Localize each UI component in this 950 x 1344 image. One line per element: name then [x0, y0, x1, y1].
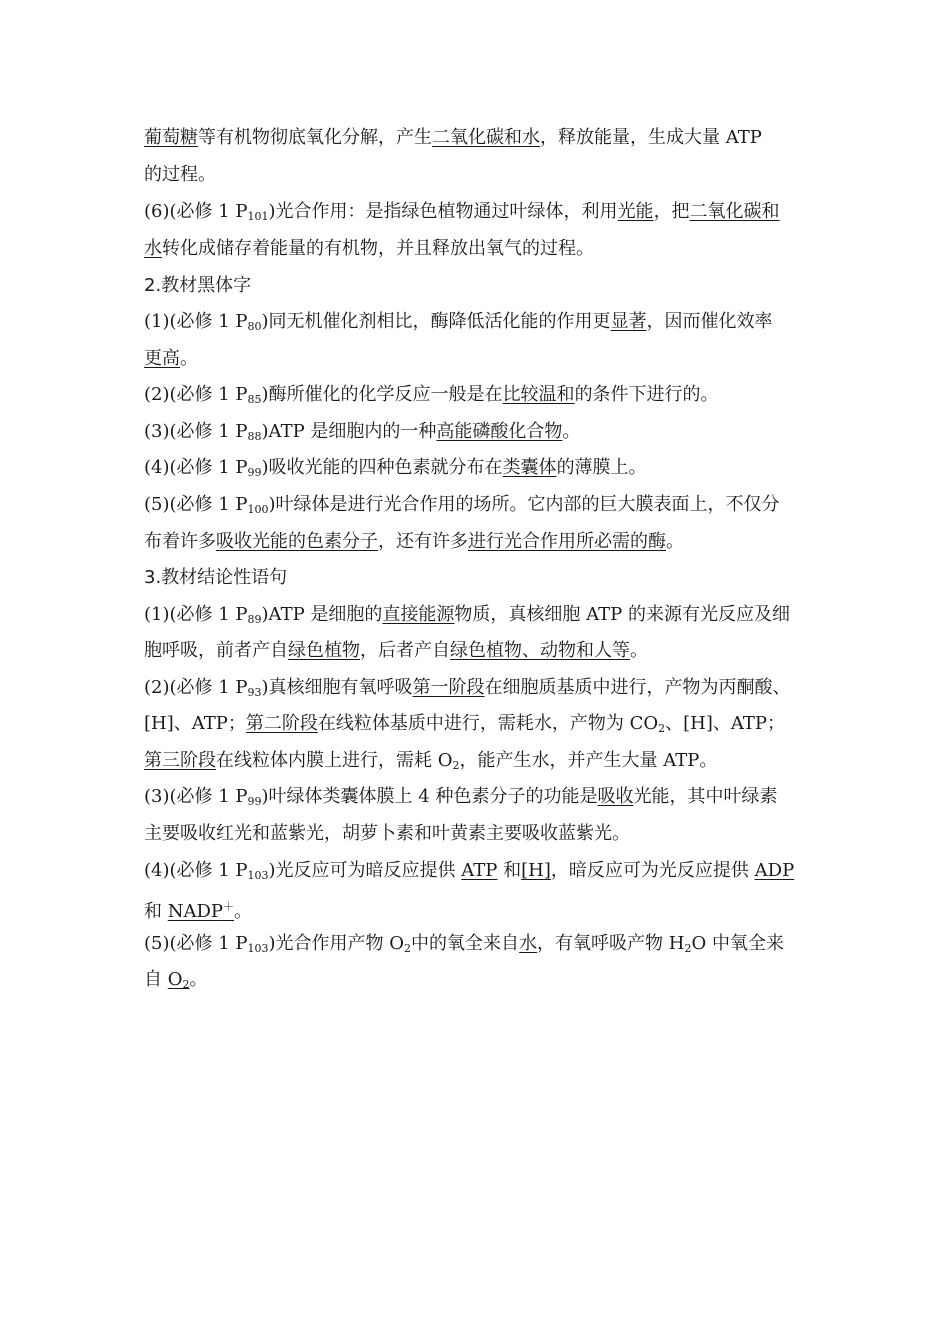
text-run: )ATP 是细胞的 [261, 604, 383, 625]
charge-superscript: ＋ [223, 900, 235, 913]
underlined-term [168, 969, 190, 990]
text-run: [H]、ATP； [144, 713, 246, 734]
text-line-22 [144, 968, 208, 997]
text-run: 中的氧全来自 [411, 933, 520, 954]
text-line-7 [144, 383, 719, 412]
text-run: )真核细胞有氧呼吸 [261, 677, 413, 698]
text-run: )光反应可为暗反应提供 [268, 860, 462, 881]
underlined-term: 高能磷酸化合物 [436, 421, 563, 442]
page-ref-subscript: 80 [247, 320, 262, 333]
text-run: 物质，真核细胞 ATP 的来源有光反应及细 [454, 604, 790, 625]
heading-text: 2.教材黑体字 [144, 275, 252, 296]
text-run: 在细胞质基质中进行，产物为丙酮酸、 [484, 677, 791, 698]
text-run: )光合作用：是指绿色植物通过叶绿体，利用 [268, 201, 618, 222]
text-run: )光合作用产物 O [268, 933, 405, 954]
text-run: 自 [144, 969, 168, 990]
text-run: 在线粒体基质中进行，需耗水，产物为 CO [317, 713, 659, 734]
text-run: 。 [234, 901, 253, 922]
underlined-term: 水 [144, 238, 162, 259]
text-run: (5)(必修 1 P [144, 494, 248, 515]
text-line-4 [144, 237, 594, 261]
text-run: ，因而催化效率 [646, 311, 773, 332]
underlined-term: 第一阶段 [412, 677, 485, 698]
chemical-subscript: 2 [404, 942, 412, 955]
underlined-term: 吸收光能的色素分子 [216, 531, 378, 552]
text-line-11 [144, 530, 684, 554]
underlined-term-text: O [167, 969, 183, 990]
text-run: (3)(必修 1 P [144, 421, 248, 442]
text-line-1 [144, 126, 762, 150]
text-run: )叶绿体是进行光合作用的场所。它内部的巨大膜表面上，不仅分 [268, 494, 780, 515]
underlined-term: 第二阶段 [245, 713, 318, 734]
underlined-term [168, 901, 234, 922]
underlined-term: 绿色植物、动物和人等 [450, 640, 630, 661]
text-line-16 [144, 749, 717, 778]
page-ref-subscript: 99 [247, 466, 262, 479]
underlined-term: 进行光合作用所必需的酶 [468, 531, 666, 552]
text-run: 主要吸收红光和蓝紫光，胡萝卜素和叶黄素主要吸收蓝紫光。 [144, 823, 630, 844]
text-line-15 [144, 712, 785, 741]
text-run: (2)(必修 1 P [144, 384, 248, 405]
page-ref-subscript: 93 [247, 686, 262, 699]
chemical-subscript: 2 [658, 722, 666, 735]
section-heading-2 [144, 274, 251, 298]
text-run: 。 [189, 969, 208, 990]
page-ref-subscript: 101 [247, 210, 269, 223]
page-ref-subscript: 89 [247, 613, 262, 626]
text-run: 的条件下进行的。 [574, 384, 719, 405]
text-run: )酶所催化的化学反应一般是在 [261, 384, 503, 405]
page-ref-subscript: 103 [247, 942, 269, 955]
text-run: 光能，其中叶绿素 [633, 786, 778, 807]
page-ref-subscript: 85 [247, 393, 262, 406]
text-line-20 [144, 895, 252, 924]
text-run: 转化成储存着能量的有机物，并且释放出氧气的过程。 [162, 238, 594, 259]
text-run: (1)(必修 1 P [144, 311, 248, 332]
text-line-19 [144, 859, 794, 888]
text-run: (1)(必修 1 P [144, 604, 248, 625]
text-line-13 [144, 639, 648, 663]
page-ref-subscript: 99 [247, 795, 262, 808]
underlined-term: 葡萄糖 [144, 127, 198, 148]
underlined-term: 类囊体 [502, 457, 557, 478]
text-run: 胞呼吸，前者产自 [144, 640, 288, 661]
chemical-subscript: 2 [452, 759, 460, 772]
underlined-term: 比较温和 [502, 384, 575, 405]
text-line-21 [144, 932, 784, 961]
text-run: 。 [180, 348, 198, 369]
text-run: (4)(必修 1 P [144, 860, 248, 881]
chemical-subscript: 2 [182, 978, 190, 991]
underlined-term: 二氧化碳和水 [432, 127, 540, 148]
text-run: )叶绿体类囊体膜上 4 种色素分子的功能是 [261, 786, 598, 807]
text-line-5 [144, 310, 773, 339]
text-run: (4)(必修 1 P [144, 457, 248, 478]
text-run: 和 [497, 860, 522, 881]
text-run: 等有机物彻底氧化分解，产生 [198, 127, 432, 148]
underlined-term: 绿色植物 [288, 640, 360, 661]
underlined-term: 水 [519, 933, 538, 954]
text-run: ，后者产自 [360, 640, 450, 661]
underlined-term: 吸收 [597, 786, 634, 807]
underlined-term: 二氧化碳和 [689, 201, 780, 222]
text-line-14 [144, 676, 791, 705]
text-run: ，释放能量，生成大量 ATP [540, 127, 762, 148]
text-run: (2)(必修 1 P [144, 677, 248, 698]
text-run: ，能产生水，并产生大量 ATP。 [459, 750, 718, 771]
page-ref-subscript: 88 [247, 430, 262, 443]
text-run: ，有氧呼吸产物 H [537, 933, 685, 954]
chemical-subscript: 2 [684, 942, 692, 955]
text-run: 。 [562, 421, 581, 442]
text-run: O 中氧全来 [691, 933, 784, 954]
underlined-term-text: NADP [167, 901, 224, 922]
text-run: 和 [144, 901, 168, 922]
text-line-9 [144, 456, 647, 485]
text-run: 的过程。 [144, 164, 216, 185]
text-run: 、[H]、ATP； [665, 713, 785, 734]
text-line-6 [144, 347, 198, 371]
text-run: 。 [630, 640, 648, 661]
page-ref-subscript: 100 [247, 503, 269, 516]
page-ref-subscript: 103 [247, 869, 269, 882]
text-line-17 [144, 785, 777, 814]
text-line-3 [144, 200, 780, 229]
text-run: )吸收光能的四种色素就分布在 [261, 457, 503, 478]
text-run: 布着许多 [144, 531, 216, 552]
text-run: (6)(必修 1 P [144, 201, 248, 222]
text-run: ，还有许多 [378, 531, 468, 552]
text-run: (3)(必修 1 P [144, 786, 248, 807]
underlined-term: 更高 [144, 348, 180, 369]
text-line-18 [144, 822, 630, 846]
heading-text: 3.教材结论性语句 [144, 567, 288, 588]
text-run: 在线粒体内膜上进行，需耗 O [216, 750, 453, 771]
text-run: ，把 [653, 201, 690, 222]
underlined-term: [H] [521, 860, 551, 881]
text-run: )同无机催化剂相比，酶降低活化能的作用更 [261, 311, 611, 332]
underlined-term: 光能 [617, 201, 654, 222]
underlined-term: ATP [461, 860, 498, 881]
text-line-12 [144, 603, 790, 632]
underlined-term: ADP [754, 860, 795, 881]
section-heading-3 [144, 566, 287, 590]
text-run: 。 [666, 531, 684, 552]
text-run: (5)(必修 1 P [144, 933, 248, 954]
text-run: ，暗反应可为光反应提供 [550, 860, 755, 881]
text-line-8 [144, 420, 580, 449]
underlined-term: 直接能源 [382, 604, 455, 625]
text-line-2 [144, 163, 216, 187]
text-run: )ATP 是细胞内的一种 [261, 421, 437, 442]
underlined-term: 第三阶段 [144, 750, 216, 771]
underlined-term: 显著 [610, 311, 647, 332]
text-run: 的薄膜上。 [556, 457, 647, 478]
text-line-10 [144, 493, 780, 522]
